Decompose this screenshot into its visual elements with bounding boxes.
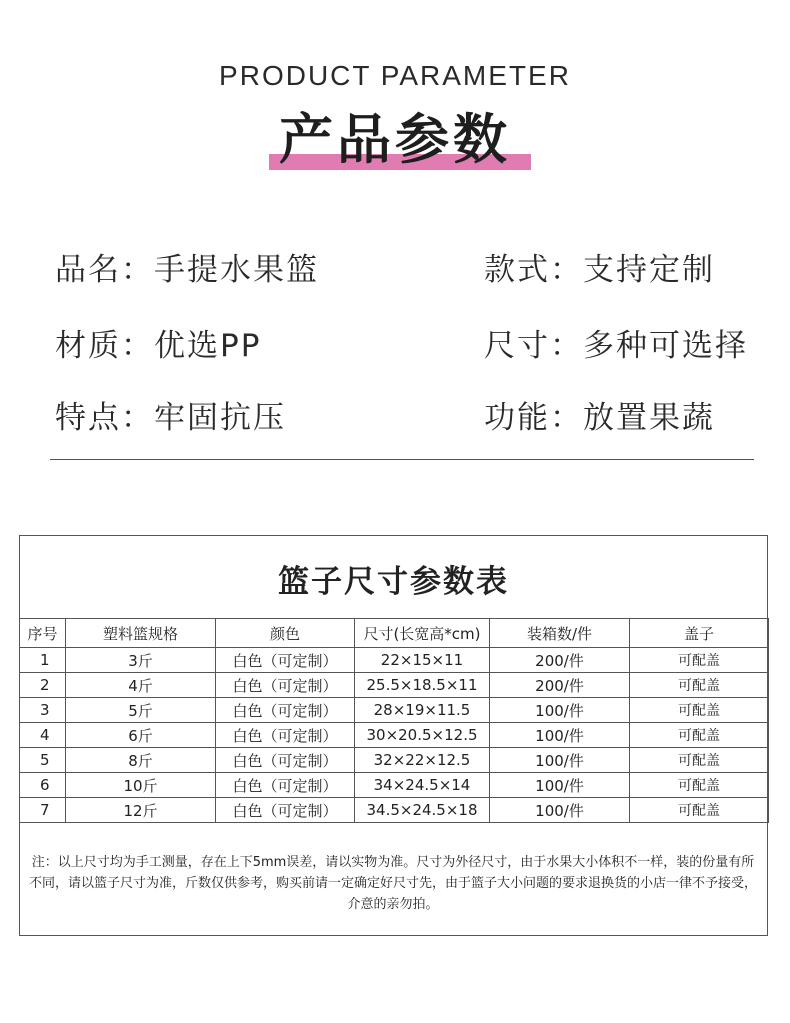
spec-value: 放置果蔬 xyxy=(583,400,715,436)
cell-index: 6 xyxy=(20,773,66,798)
size-table-panel xyxy=(19,535,768,936)
cell-index: 2 xyxy=(20,673,66,698)
spec-value: 多种可选择 xyxy=(583,328,748,364)
cell-index: 3 xyxy=(20,698,66,723)
cell-lid: 可配盖 xyxy=(630,748,769,773)
spec-label: 品名： xyxy=(55,252,154,288)
cell-dimensions: 32×22×12.5 xyxy=(355,748,490,773)
table-row xyxy=(20,673,769,698)
header-cell-lid: 盖子 xyxy=(630,619,769,648)
spec-label: 特点： xyxy=(55,400,154,436)
cell-packing: 100/件 xyxy=(490,723,630,748)
size-table-title: 篮子尺寸参数表 xyxy=(278,564,509,600)
table-row xyxy=(20,798,769,823)
header-cell-dimensions: 尺寸(长宽高*cm) xyxy=(355,619,490,648)
spec-value: 牢固抗压 xyxy=(154,400,286,436)
spec-label: 款式： xyxy=(484,252,583,288)
cell-dimensions: 34×24.5×14 xyxy=(355,773,490,798)
cell-index: 7 xyxy=(20,798,66,823)
cell-spec: 4斤 xyxy=(66,673,216,698)
table-header-row xyxy=(20,619,769,648)
table-row xyxy=(20,773,769,798)
cell-packing: 100/件 xyxy=(490,798,630,823)
cell-lid: 可配盖 xyxy=(630,648,769,673)
cell-index: 1 xyxy=(20,648,66,673)
size-note: 注：以上尺寸均为手工测量，存在上下5mm误差，请以实物为准。尺寸为外径尺寸，由于水果大小体积不一样，装的份量有所不同，请以篮子尺寸为准，斤数仅供参考，购买前请一定确定好尺寸先，由于篮子大小问题的要求退换货的小店一律不予接受，介意的亲勿拍。 xyxy=(28,855,757,912)
cell-packing: 100/件 xyxy=(490,698,630,723)
cell-packing: 200/件 xyxy=(490,673,630,698)
header-cell-packing: 装箱数/件 xyxy=(490,619,630,648)
cell-spec: 10斤 xyxy=(66,773,216,798)
cell-index: 4 xyxy=(20,723,66,748)
cell-dimensions: 25.5×18.5×11 xyxy=(355,673,490,698)
cell-lid: 可配盖 xyxy=(630,698,769,723)
size-table xyxy=(19,618,769,823)
cell-dimensions: 22×15×11 xyxy=(355,648,490,673)
cell-lid: 可配盖 xyxy=(630,798,769,823)
cell-index: 5 xyxy=(20,748,66,773)
cell-dimensions: 28×19×11.5 xyxy=(355,698,490,723)
table-body xyxy=(20,648,769,823)
cell-spec: 5斤 xyxy=(66,698,216,723)
chinese-heading xyxy=(273,108,517,172)
spec-function xyxy=(484,392,715,437)
cell-spec: 6斤 xyxy=(66,723,216,748)
spec-style xyxy=(484,244,715,289)
english-heading: PRODUCT PARAMETER xyxy=(219,60,571,91)
spec-value: 优选PP xyxy=(154,328,262,364)
spec-value: 手提水果篮 xyxy=(154,252,319,288)
table-row xyxy=(20,698,769,723)
table-row xyxy=(20,648,769,673)
cell-dimensions: 34.5×24.5×18 xyxy=(355,798,490,823)
cell-packing: 200/件 xyxy=(490,648,630,673)
cell-dimensions: 30×20.5×12.5 xyxy=(355,723,490,748)
section-divider xyxy=(50,459,754,460)
chinese-heading-text: 产品参数 xyxy=(279,108,511,171)
header-cell-color: 颜色 xyxy=(216,619,355,648)
cell-spec: 3斤 xyxy=(66,648,216,673)
cell-spec: 8斤 xyxy=(66,748,216,773)
spec-label: 功能： xyxy=(484,400,583,436)
spec-value: 支持定制 xyxy=(583,252,715,288)
cell-color: 白色（可定制） xyxy=(216,773,355,798)
table-row xyxy=(20,748,769,773)
cell-lid: 可配盖 xyxy=(630,673,769,698)
spec-size xyxy=(484,320,748,365)
cell-color: 白色（可定制） xyxy=(216,648,355,673)
spec-label: 材质： xyxy=(55,328,154,364)
spec-feature xyxy=(55,392,286,437)
heading-wrap xyxy=(0,108,790,172)
cell-color: 白色（可定制） xyxy=(216,698,355,723)
spec-material xyxy=(55,320,261,365)
cell-color: 白色（可定制） xyxy=(216,723,355,748)
cell-color: 白色（可定制） xyxy=(216,798,355,823)
cell-packing: 100/件 xyxy=(490,773,630,798)
cell-lid: 可配盖 xyxy=(630,723,769,748)
spec-product-name xyxy=(55,244,319,289)
header-cell-spec: 塑料篮规格 xyxy=(66,619,216,648)
cell-color: 白色（可定制） xyxy=(216,748,355,773)
header-cell-index: 序号 xyxy=(20,619,66,648)
cell-lid: 可配盖 xyxy=(630,773,769,798)
cell-packing: 100/件 xyxy=(490,748,630,773)
cell-spec: 12斤 xyxy=(66,798,216,823)
cell-color: 白色（可定制） xyxy=(216,673,355,698)
table-row xyxy=(20,723,769,748)
spec-label: 尺寸： xyxy=(484,328,583,364)
